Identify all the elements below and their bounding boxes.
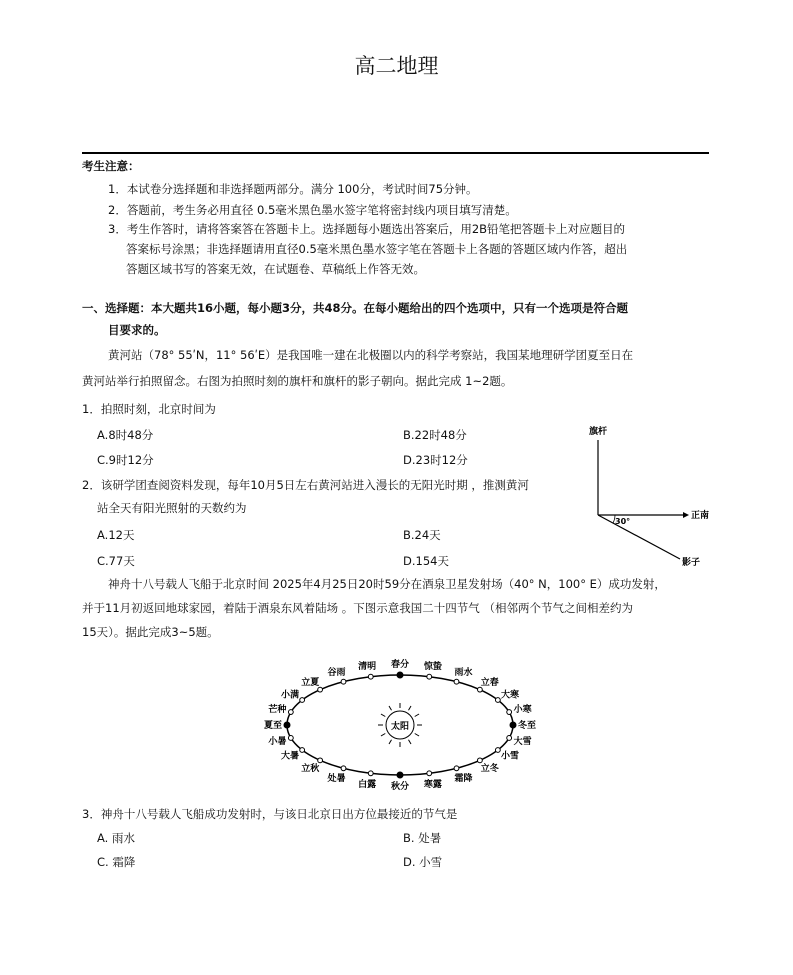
term-marker bbox=[495, 698, 500, 703]
term-marker bbox=[284, 722, 290, 728]
passage-2-line-3: 15天）。据此完成3~5题。 bbox=[82, 625, 219, 639]
south-label: 正南 bbox=[691, 511, 710, 521]
term-label: 立夏 bbox=[301, 677, 320, 688]
title-divider bbox=[82, 152, 709, 154]
term-label: 冬至 bbox=[517, 721, 537, 731]
term-label: 小雪 bbox=[500, 751, 519, 762]
sun-ray bbox=[389, 706, 392, 710]
term-label: 处暑 bbox=[327, 773, 346, 784]
term-marker bbox=[495, 748, 500, 753]
term-label: 谷雨 bbox=[327, 668, 346, 679]
q1-option-d: D.23时12分 bbox=[403, 453, 468, 467]
term-label: 立春 bbox=[480, 677, 499, 688]
south-arrow-icon bbox=[683, 512, 689, 518]
term-marker bbox=[478, 758, 483, 763]
q2-option-d: D.154天 bbox=[403, 554, 449, 568]
term-label: 清明 bbox=[358, 662, 377, 673]
sun-label: 太阳 bbox=[390, 722, 410, 732]
notice-item-1: 1．本试卷分选择题和非选择题两部分。满分 100分，考试时间75分钟。 bbox=[108, 182, 478, 196]
term-label: 春分 bbox=[390, 660, 410, 670]
q1-option-c: C.9时12分 bbox=[97, 453, 154, 467]
passage-2-line-2: 并于11月初返回地球家园，着陆于酒泉东风着陆场 。下图示意我国二十四节气 （相邻两个节气之间相差约为 bbox=[82, 601, 633, 615]
sun-ray bbox=[381, 734, 385, 737]
term-label: 惊蛰 bbox=[423, 662, 442, 673]
shadow-line bbox=[598, 515, 680, 559]
term-marker bbox=[318, 687, 323, 692]
q3-option-d: D. 小雪 bbox=[403, 855, 443, 869]
term-marker bbox=[427, 674, 432, 679]
q1-option-a: A.8时48分 bbox=[97, 428, 154, 442]
term-marker bbox=[341, 679, 346, 684]
sun-ray bbox=[409, 740, 412, 744]
q3-option-a: A. 雨水 bbox=[97, 831, 135, 845]
term-label: 小满 bbox=[281, 690, 300, 701]
passage-1-line-2: 黄河站举行拍照留念。右图为拍照时刻的旗杆和旗杆的影子朝向。据此完成 1~2题。 bbox=[82, 374, 513, 388]
section-heading: 一、选择题：本大题共16小题，每小题3分，共48分。在每小题给出的四个选项中，只有一个选项是符合题 bbox=[82, 301, 629, 315]
notice-heading: 考生注意： bbox=[82, 159, 140, 173]
term-marker bbox=[454, 766, 459, 771]
term-label: 大雪 bbox=[513, 736, 532, 747]
question-2-stem-cont: 站全天有阳光照射的天数约为 bbox=[97, 501, 247, 515]
section-heading-cont: 目要求的。 bbox=[108, 323, 166, 337]
q2-option-c: C.77天 bbox=[97, 554, 135, 568]
term-label: 大寒 bbox=[500, 690, 519, 701]
q3-option-b: B. 处暑 bbox=[403, 831, 442, 845]
q2-option-a: A.12天 bbox=[97, 528, 135, 542]
term-marker bbox=[507, 710, 512, 715]
term-label: 霜降 bbox=[454, 773, 473, 784]
term-marker bbox=[341, 766, 346, 771]
question-2-stem: 2．该研学团查阅资料发现，每年10月5日左右黄河站进入漫长的无阳光时期 ，推测黄河 bbox=[82, 478, 529, 492]
term-label: 夏至 bbox=[263, 721, 283, 731]
term-marker bbox=[300, 698, 305, 703]
notice-item-3-cont1: 答案标号涂黑；非选择题请用直径0.5毫米黑色墨水签字笔在答题卡上各题的答题区域内作答，超出 bbox=[126, 242, 628, 256]
solar-terms-figure bbox=[255, 650, 545, 800]
sun-ray bbox=[409, 706, 412, 710]
term-label: 立冬 bbox=[480, 764, 499, 775]
term-marker bbox=[507, 736, 512, 741]
q3-option-c: C. 霜降 bbox=[97, 855, 136, 869]
shadow-label: 影子 bbox=[682, 558, 701, 568]
term-marker bbox=[510, 722, 516, 728]
term-marker bbox=[454, 679, 459, 684]
page-title: 高二地理 bbox=[354, 54, 439, 78]
passage-1-line-1: 黄河站（78° 55ʹN，11° 56ʹE）是我国唯一建在北极圈以内的科学考察站，我国某地理研学团夏至日在 bbox=[108, 348, 634, 362]
term-marker bbox=[427, 771, 432, 776]
passage-2-line-1: 神舟十八号载人飞船于北京时间 2025年4月25日20时59分在酒泉卫星发射场（40° N，100° E）成功发射， bbox=[108, 577, 666, 591]
term-label: 小寒 bbox=[513, 705, 532, 716]
term-marker bbox=[368, 771, 373, 776]
sun-ray bbox=[415, 734, 419, 737]
notice-item-2: 2．答题前，考生务必用直径 0.5毫米黑色墨水签字笔将密封线内项目填写清楚。 bbox=[108, 203, 517, 217]
term-marker bbox=[368, 674, 373, 679]
sun-ray bbox=[389, 740, 392, 744]
sun bbox=[378, 703, 422, 747]
term-marker bbox=[318, 758, 323, 763]
term-marker bbox=[397, 772, 403, 778]
term-label: 小暑 bbox=[268, 736, 287, 747]
q1-option-b: B.22时48分 bbox=[403, 428, 467, 442]
question-3-stem: 3．神舟十八号载人飞船成功发射时，与该日北京日出方位最接近的节气是 bbox=[82, 807, 458, 821]
pole-label: 旗杆 bbox=[589, 427, 608, 437]
term-marker bbox=[288, 710, 293, 715]
term-marker bbox=[288, 736, 293, 741]
term-label: 芒种 bbox=[268, 705, 287, 716]
term-label: 雨水 bbox=[454, 668, 473, 679]
sun-ray bbox=[415, 714, 419, 717]
q2-option-b: B.24天 bbox=[403, 528, 441, 542]
notice-item-3-cont2: 答题区域书写的答案无效，在试题卷、草稿纸上作答无效。 bbox=[126, 262, 425, 276]
term-label: 白露 bbox=[358, 779, 377, 790]
question-1-stem: 1．拍照时刻，北京时间为 bbox=[82, 402, 216, 416]
term-marker bbox=[397, 672, 403, 678]
flagpole-shadow-figure bbox=[575, 420, 725, 570]
term-marker bbox=[300, 748, 305, 753]
term-label: 立秋 bbox=[301, 764, 320, 775]
term-label: 大暑 bbox=[281, 751, 300, 762]
sun-ray bbox=[381, 714, 385, 717]
term-label: 寒露 bbox=[423, 779, 442, 790]
angle-label: 30° bbox=[615, 517, 631, 526]
term-label: 秋分 bbox=[390, 782, 410, 792]
term-marker bbox=[478, 687, 483, 692]
notice-item-3: 3．考生作答时，请将答案答在答题卡上。选择题每小题选出答案后，用2B铅笔把答题卡上对应题目的 bbox=[108, 222, 626, 236]
